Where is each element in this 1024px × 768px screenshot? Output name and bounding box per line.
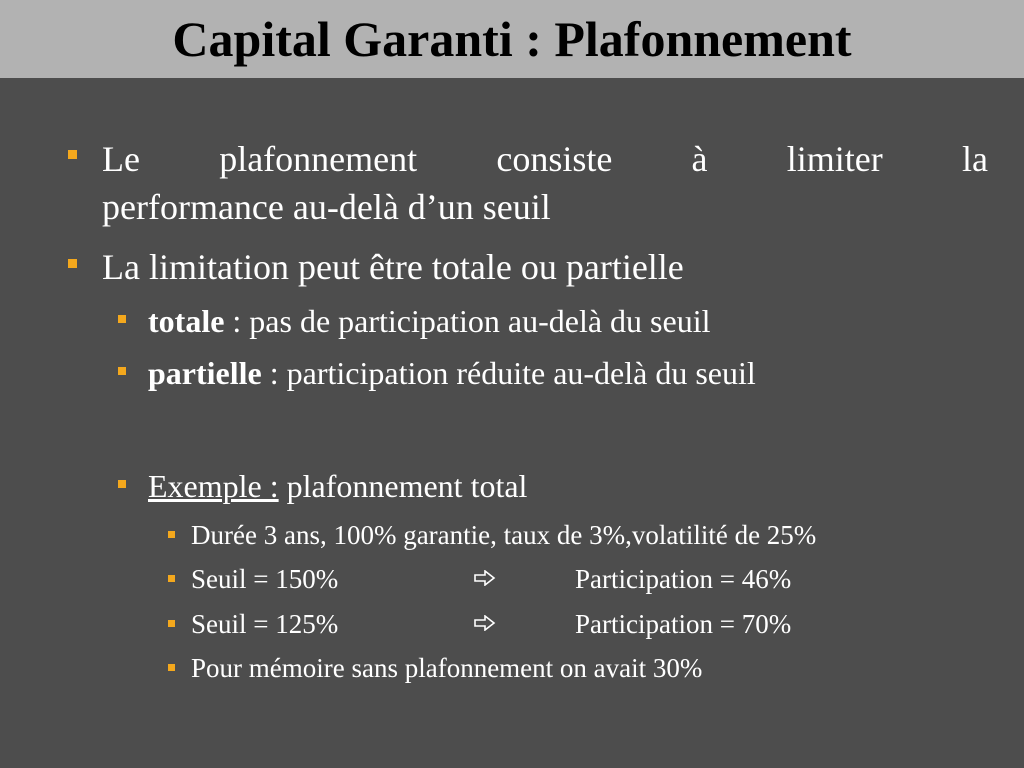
word: Le <box>102 139 140 179</box>
square-bullet-icon <box>168 620 175 627</box>
word: limiter <box>786 139 883 179</box>
word: consiste <box>496 139 613 179</box>
example-item-2-left: Seuil = 150% <box>191 564 339 594</box>
term-partielle: partielle <box>148 355 262 391</box>
word: à <box>691 139 708 179</box>
square-bullet-icon <box>68 259 77 268</box>
sub-bullet-partielle <box>148 353 756 393</box>
square-bullet-icon <box>118 367 126 375</box>
bullet-1-line-2: performance au-delà d’un seuil <box>102 187 551 227</box>
example-item-1: Durée 3 ans, 100% garantie, taux de 3%,volatilité de 25% <box>191 520 817 550</box>
example-item-2-right: Participation = 46% <box>575 564 792 594</box>
right-arrow-outline-icon <box>474 570 496 586</box>
example-item-3-right: Participation = 70% <box>575 609 792 639</box>
sub-bullet-totale <box>148 301 710 341</box>
square-bullet-icon <box>118 315 126 323</box>
square-bullet-icon <box>168 575 175 582</box>
example-text: plafonnement total <box>278 468 528 504</box>
definition-partielle: : participation réduite au-delà du seuil <box>261 355 756 391</box>
square-bullet-icon <box>168 664 175 671</box>
example-item-3-left: Seuil = 125% <box>191 609 339 639</box>
definition-totale: : pas de participation au-delà du seuil <box>224 303 711 339</box>
word: plafonnement <box>219 139 418 179</box>
bullet-1-line-1 <box>102 134 988 184</box>
bullet-2-text: La limitation peut être totale ou partielle <box>102 247 684 287</box>
example-label: Exemple : <box>148 468 279 504</box>
term-totale: totale <box>148 303 225 339</box>
square-bullet-icon <box>68 150 77 159</box>
square-bullet-icon <box>168 531 175 538</box>
example-item-4: Pour mémoire sans plafonnement on avait 30% <box>191 653 703 683</box>
right-arrow-outline-icon <box>474 615 496 631</box>
word: la <box>961 139 988 179</box>
example-heading <box>148 466 527 506</box>
square-bullet-icon <box>118 480 126 488</box>
slide-title: Capital Garanti : Plafonnement <box>172 11 852 67</box>
